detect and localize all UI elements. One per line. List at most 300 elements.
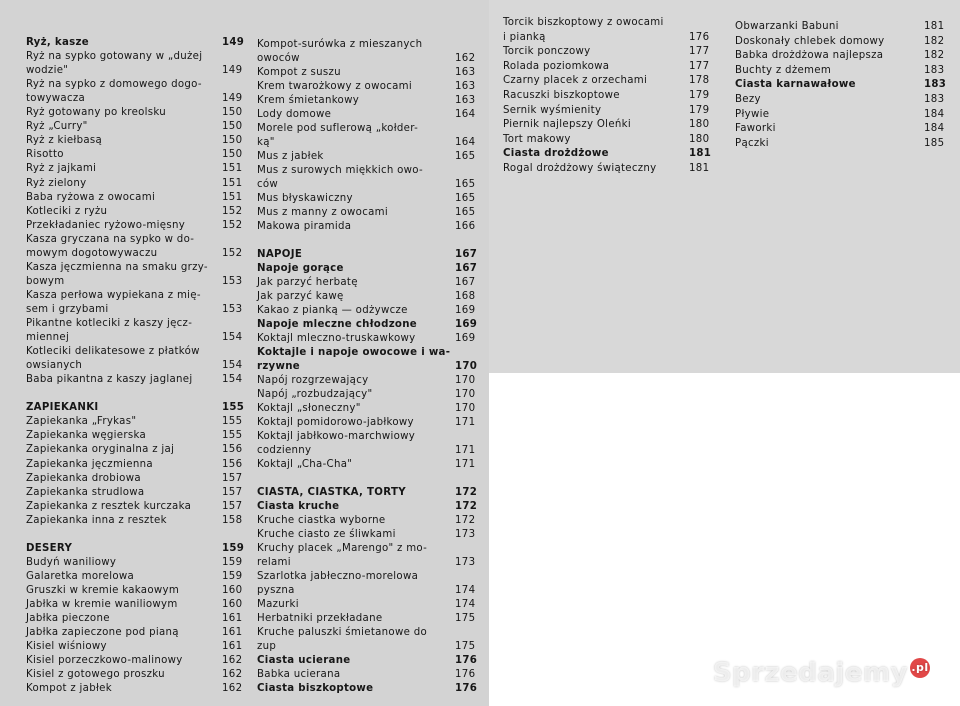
toc-entry	[257, 261, 478, 276]
toc-entry-title: Ryż na sypko z domowego dogo-	[26, 79, 202, 91]
toc-page-number: 153	[222, 275, 243, 287]
toc-entry-title: sem i grzybami	[26, 303, 109, 315]
toc-page-number: 172	[455, 501, 478, 512]
toc-entry	[26, 639, 241, 654]
toc-entry-title: i pianką	[503, 31, 546, 43]
toc-entry	[26, 161, 241, 176]
toc-page-number: 161	[222, 613, 243, 625]
toc-entry-title: bowym	[26, 275, 65, 287]
toc-page-number: 164	[455, 109, 476, 120]
toc-entry	[257, 275, 476, 290]
toc-entry-title: Koktajl mleczno-truskawkowy	[257, 333, 416, 344]
toc-page-number: 181	[924, 21, 945, 32]
toc-entry	[503, 103, 718, 118]
toc-entry	[26, 428, 241, 443]
toc-entry-title: Obwarzanki Babuni	[735, 21, 839, 32]
toc-page-number: 170	[455, 389, 476, 400]
toc-entry-title: NAPOJE	[257, 249, 303, 260]
toc-entry-title: Napój „rozbudzający"	[257, 389, 373, 400]
toc-page-number: 162	[222, 683, 243, 695]
toc-entry-title: Koktajl „Cha-Cha"	[257, 459, 353, 470]
toc-entry	[26, 133, 241, 148]
toc-entry-title: DESERY	[26, 542, 73, 554]
toc-page-number: 156	[222, 458, 243, 470]
toc-entry-title: Kasza perłowa wypiekana z mię-	[26, 289, 201, 301]
toc-entry-title: Kakao z pianką — odżywcze	[257, 305, 408, 316]
toc-entry-title: Zapiekanka oryginalna z jaj	[26, 444, 175, 456]
toc-entry-title: Sernik wyśmienity	[503, 104, 602, 116]
toc-entry-title: Zapiekanka inna z resztek	[26, 514, 167, 526]
toc-entry	[26, 274, 241, 289]
toc-entry	[503, 88, 718, 103]
toc-entry	[257, 681, 478, 696]
toc-entry	[26, 653, 241, 668]
toc-page-number: 161	[222, 627, 243, 639]
toc-entry-title: Mus błyskawiczny	[257, 193, 353, 204]
toc-entry-title: Kruchy placek „Marengo" z mo-	[257, 543, 428, 554]
toc-entry-title: Ciasta kruche	[257, 501, 340, 512]
toc-entry	[26, 147, 241, 162]
toc-page-number: 177	[689, 46, 710, 58]
toc-entry-title: Bezy	[735, 94, 761, 105]
toc-page-number: 161	[222, 641, 243, 653]
toc-page-number: 150	[222, 149, 243, 161]
toc-page-number: 174	[455, 599, 476, 610]
toc-page-number: 162	[455, 53, 476, 64]
toc-entry	[257, 401, 476, 416]
toc-entry-title: Ciasta ucierane	[257, 655, 351, 666]
toc-entry-title: Jabłka pieczone	[26, 613, 110, 625]
toc-entry-title: Kruche ciasto ze śliwkami	[257, 529, 396, 540]
toc-entry-title: Rolada poziomkowa	[503, 60, 610, 72]
toc-entry	[257, 653, 478, 668]
toc-page-number: 179	[689, 90, 710, 101]
toc-entry	[26, 625, 241, 640]
toc-entry	[257, 345, 472, 360]
toc-page-number: 176	[455, 683, 478, 694]
toc-entry-title: Napoje gorące	[257, 263, 344, 274]
toc-entry	[503, 117, 718, 132]
toc-entry-title: owoców	[257, 53, 300, 64]
toc-page-number: 169	[455, 319, 478, 330]
toc-entry	[257, 611, 476, 626]
toc-page-number: 159	[222, 542, 245, 554]
watermark-logo: Sprzedajemy .pl	[712, 658, 929, 688]
toc-page-number: 183	[924, 94, 945, 105]
toc-entry-title: owsianych	[26, 360, 83, 372]
toc-entry	[26, 583, 241, 598]
toc-entry-title: Kotleciki z ryżu	[26, 205, 108, 217]
toc-page-number: 152	[222, 205, 243, 217]
toc-entry	[257, 625, 472, 640]
toc-entry-title: Jabłka w kremie waniliowym	[26, 599, 178, 610]
toc-entry	[735, 34, 950, 49]
toc-entry	[26, 681, 241, 696]
toc-page-number: 159	[222, 570, 243, 582]
toc-page-number: 179	[689, 104, 710, 116]
toc-page-number: 171	[455, 459, 476, 470]
toc-page-number: 168	[455, 291, 476, 302]
toc-page-number: 165	[455, 179, 476, 190]
toc-entry	[257, 121, 472, 136]
toc-entry-title: Pikantne kotleciki z kaszy jęcz-	[26, 318, 193, 329]
toc-entry-title: mowym dogotowywaczu	[26, 247, 158, 259]
toc-entry	[26, 400, 245, 415]
toc-entry	[26, 35, 245, 50]
toc-entry	[26, 63, 241, 78]
toc-entry	[257, 443, 476, 458]
toc-page-number: 183	[924, 79, 947, 91]
toc-entry-title: towywacza	[26, 93, 86, 105]
toc-page-number: 181	[689, 148, 712, 160]
toc-page-number: 181	[689, 163, 710, 174]
toc-page-number: 170	[455, 361, 478, 372]
toc-entry-title: Herbatniki przekładane	[257, 613, 383, 624]
toc-page-number: 171	[455, 445, 476, 456]
toc-entry-title: Kisiel wiśniowy	[26, 641, 107, 653]
toc-entry	[26, 232, 241, 247]
toc-page-number: 165	[455, 193, 476, 204]
toc-entry	[257, 429, 472, 444]
toc-entry	[26, 316, 241, 331]
toc-entry	[735, 92, 950, 107]
toc-entry-title: Kasza gryczana na sypko w do-	[26, 233, 195, 245]
toc-page-number: 165	[455, 151, 476, 162]
toc-page-number: 184	[924, 108, 945, 120]
toc-entry	[257, 163, 472, 178]
toc-entry	[503, 15, 718, 30]
toc-entry-title: relami	[257, 557, 291, 568]
toc-page-number: 165	[455, 207, 476, 218]
toc-entry-title: ką"	[257, 137, 275, 148]
toc-entry-title: Ryż gotowany po kreolsku	[26, 107, 167, 119]
toc-entry	[257, 597, 476, 612]
toc-entry-title: Ryż z jajkami	[26, 163, 97, 175]
toc-entry	[257, 79, 476, 94]
toc-entry-title: Jak parzyć herbatę	[257, 277, 358, 288]
toc-entry-title: Pączki	[735, 137, 769, 149]
toc-entry-title: Kompot z suszu	[257, 67, 341, 78]
toc-entry-title: Napój rozgrzewający	[257, 375, 369, 386]
toc-entry-title: Kisiel z gotowego proszku	[26, 669, 165, 681]
toc-entry-title: wodzie"	[26, 65, 69, 77]
toc-entry-title: Pływie	[735, 108, 770, 120]
toc-entry-title: Mus z jabłek	[257, 151, 324, 162]
toc-entry-title: CIASTA, CIASTKA, TORTY	[257, 487, 406, 498]
toc-entry	[26, 667, 241, 682]
toc-entry-title: codzienny	[257, 445, 312, 456]
toc-entry	[735, 77, 950, 92]
toc-entry-title: rzywne	[257, 361, 300, 372]
toc-entry-title: Koktajl jabłkowo-marchwiowy	[257, 431, 416, 442]
watermark-dot-icon: .pl	[910, 658, 930, 678]
toc-entry	[257, 149, 476, 164]
toc-entry-title: Ciasta biszkoptowe	[257, 683, 374, 694]
toc-entry-title: Babka drożdżowa najlepsza	[735, 50, 884, 62]
toc-page-number: 177	[689, 60, 710, 72]
toc-entry	[257, 513, 476, 528]
toc-entry-title: Kompot-surówka z mieszanych	[257, 39, 423, 50]
toc-page-number: 180	[689, 119, 710, 131]
toc-entry	[257, 289, 476, 304]
toc-entry	[257, 317, 478, 332]
toc-entry	[26, 442, 241, 457]
toc-entry	[26, 190, 241, 205]
toc-entry	[257, 457, 476, 472]
toc-entry-title: Makowa piramida	[257, 221, 352, 232]
toc-entry	[26, 499, 241, 514]
toc-entry-title: Faworki	[735, 123, 776, 135]
toc-entry-title: Krem śmietankowy	[257, 95, 360, 106]
toc-page-number: 178	[689, 75, 710, 87]
toc-page-number: 164	[455, 137, 476, 148]
toc-page-number: 151	[222, 191, 243, 203]
toc-entry-title: zup	[257, 641, 277, 652]
toc-entry-title: Mus z manny z owocami	[257, 207, 389, 218]
toc-entry-title: Czarny placek z orzechami	[503, 75, 648, 87]
toc-entry-title: Baba ryżowa z owocami	[26, 191, 156, 203]
toc-entry-title: Koktajl „słoneczny"	[257, 403, 361, 414]
toc-entry	[257, 219, 476, 234]
toc-entry-title: Torcik biszkoptowy z owocami	[503, 17, 664, 28]
toc-page-number: 170	[455, 403, 476, 414]
toc-page-number: 169	[455, 305, 476, 316]
toc-page-number: 151	[222, 177, 243, 189]
toc-entry	[26, 105, 241, 120]
toc-page-number: 152	[222, 219, 243, 231]
toc-entry-title: Risotto	[26, 149, 64, 161]
toc-entry-title: pyszna	[257, 585, 295, 596]
toc-entry	[257, 639, 476, 654]
toc-entry	[26, 457, 241, 472]
toc-entry-title: Szarlotka jabłeczno-morelowa	[257, 571, 419, 582]
toc-entry	[257, 541, 472, 556]
toc-page-number: 154	[222, 332, 243, 344]
toc-page-number: 150	[222, 135, 243, 147]
toc-entry	[257, 415, 476, 430]
toc-entry	[26, 77, 241, 92]
toc-entry	[26, 569, 241, 584]
toc-entry	[257, 485, 478, 500]
toc-entry-title: Morele pod suflerową „kołder-	[257, 123, 419, 134]
toc-entry	[257, 135, 476, 150]
toc-entry	[503, 146, 718, 161]
toc-entry	[257, 65, 476, 80]
toc-entry	[257, 205, 476, 220]
toc-entry-title: Kasza jęczmienna na smaku grzy-	[26, 261, 208, 273]
toc-page-number: 162	[222, 655, 243, 667]
toc-entry	[257, 667, 476, 682]
right-page	[489, 0, 960, 373]
toc-entry-title: Kruche ciastka wyborne	[257, 515, 386, 526]
toc-page-number: 173	[455, 529, 476, 540]
toc-entry	[503, 161, 718, 176]
toc-entry-title: Przekładaniec ryżowo-mięsny	[26, 219, 186, 231]
toc-entry-title: Zapiekanka z resztek kurczaka	[26, 500, 192, 512]
toc-entry-title: Mus z surowych miękkich owo-	[257, 165, 424, 176]
toc-page-number: 163	[455, 95, 476, 106]
toc-entry	[26, 344, 241, 359]
toc-entry	[26, 246, 241, 261]
toc-entry	[26, 414, 241, 429]
toc-entry	[257, 107, 476, 122]
toc-page-number: 184	[924, 123, 945, 135]
toc-entry	[735, 48, 950, 63]
toc-page-number: 149	[222, 37, 245, 48]
toc-entry-title: Gruszki w kremie kakaowym	[26, 584, 180, 596]
toc-entry-title: Zapiekanka strudlowa	[26, 486, 145, 498]
toc-entry	[257, 331, 476, 346]
toc-entry-title: ZAPIEKANKI	[26, 402, 99, 414]
toc-entry-title: miennej	[26, 332, 70, 344]
toc-page-number: 150	[222, 121, 243, 133]
toc-page-number: 156	[222, 444, 243, 456]
toc-entry-title: Racuszki biszkoptowe	[503, 90, 620, 101]
toc-entry-title: Kisiel porzeczkowo-malinowy	[26, 655, 183, 667]
toc-entry	[735, 63, 950, 78]
toc-entry	[735, 19, 950, 34]
toc-entry	[26, 541, 245, 556]
toc-page-number: 160	[222, 584, 243, 596]
toc-entry-title: Budyń waniliowy	[26, 556, 117, 568]
toc-entry-title: Ryż z kiełbasą	[26, 135, 103, 147]
toc-entry	[503, 73, 718, 88]
toc-entry-title: Ryż „Curry"	[26, 121, 88, 133]
toc-page-number: 171	[455, 417, 476, 428]
toc-page-number: 162	[222, 669, 243, 681]
toc-page-number: 154	[222, 360, 243, 372]
toc-entry	[735, 136, 950, 151]
toc-entry	[257, 373, 476, 388]
toc-page-number: 155	[222, 430, 243, 442]
toc-entry-title: Tort makowy	[503, 133, 571, 145]
toc-page-number: 176	[455, 655, 478, 666]
toc-entry-title: Piernik najlepszy Oleńki	[503, 119, 631, 131]
toc-entry	[503, 59, 718, 74]
toc-entry	[257, 51, 476, 66]
toc-page-number: 182	[924, 50, 945, 62]
toc-entry	[26, 204, 241, 219]
toc-page-number: 176	[455, 669, 476, 680]
toc-entry	[26, 288, 241, 303]
toc-page-number: 160	[222, 599, 243, 610]
toc-entry	[257, 527, 476, 542]
toc-entry-title: Mazurki	[257, 599, 299, 610]
toc-entry	[26, 513, 241, 528]
toc-page-number: 154	[222, 374, 243, 386]
toc-entry-title: Zapiekanka „Frykas"	[26, 416, 137, 428]
toc-entry	[26, 330, 241, 345]
toc-page-number: 152	[222, 247, 243, 259]
toc-page-number: 180	[689, 133, 710, 145]
toc-entry-title: Ryż na sypko gotowany w „dużej	[26, 51, 203, 63]
toc-entry-title: Ryż zielony	[26, 177, 87, 189]
toc-page-number: 173	[455, 557, 476, 568]
toc-page-number: 151	[222, 163, 243, 175]
toc-entry-title: Kompot z jabłek	[26, 683, 112, 695]
toc-entry	[26, 555, 241, 570]
toc-entry	[257, 387, 476, 402]
toc-entry	[257, 247, 478, 262]
toc-entry	[257, 555, 476, 570]
toc-entry	[26, 597, 241, 612]
toc-page-number: 172	[455, 515, 476, 526]
toc-entry	[257, 93, 476, 108]
toc-entry-title: Rogal drożdżowy świąteczny	[503, 163, 657, 174]
toc-page-number: 155	[222, 416, 243, 428]
toc-page-number: 174	[455, 585, 476, 596]
toc-entry	[26, 485, 241, 500]
toc-entry-title: Buchty z dżemem	[735, 64, 832, 76]
toc-entry-title: Napoje mleczne chłodzone	[257, 319, 417, 330]
toc-entry-title: Ciasta karnawałowe	[735, 79, 856, 91]
toc-entry	[26, 176, 241, 191]
toc-entry	[26, 218, 241, 233]
toc-entry-title: Galaretka morelowa	[26, 570, 135, 582]
toc-entry	[257, 499, 478, 514]
toc-entry-title: Zapiekanka drobiowa	[26, 472, 141, 484]
toc-entry-title: Krem twarożkowy z owocami	[257, 81, 413, 92]
toc-page-number: 167	[455, 277, 476, 288]
toc-entry-title: Kotleciki delikatesowe z płatków	[26, 346, 200, 358]
toc-page-number: 163	[455, 67, 476, 78]
toc-entry	[257, 359, 478, 374]
toc-page-number: 185	[924, 137, 945, 149]
toc-entry	[257, 303, 476, 318]
toc-page-number: 149	[222, 93, 243, 105]
toc-entry-title: Ciasta drożdżowe	[503, 148, 609, 160]
toc-entry	[26, 49, 241, 64]
toc-page-number: 176	[689, 31, 710, 43]
toc-entry-title: Torcik ponczowy	[503, 46, 591, 58]
toc-entry-title: Zapiekanka jęczmienna	[26, 458, 153, 470]
toc-entry	[26, 119, 241, 134]
toc-entry	[503, 44, 718, 59]
toc-entry-title: Zapiekanka węgierska	[26, 430, 147, 442]
toc-entry	[735, 107, 950, 122]
toc-entry-title: Baba pikantna z kaszy jaglanej	[26, 374, 193, 386]
toc-entry	[257, 569, 472, 584]
toc-page-number: 167	[455, 249, 478, 260]
toc-page-number: 183	[924, 64, 945, 76]
toc-page-number: 155	[222, 402, 245, 414]
toc-page-number: 153	[222, 303, 243, 315]
toc-entry-title: Doskonały chlebek domowy	[735, 35, 885, 47]
toc-page-number: 150	[222, 107, 243, 119]
toc-page-number: 159	[222, 556, 243, 568]
toc-page-number: 163	[455, 81, 476, 92]
toc-entry	[26, 611, 241, 626]
toc-page-number: 157	[222, 472, 243, 484]
toc-entry-title: Koktajle i napoje owocowe i wa-	[257, 347, 451, 358]
toc-entry-title: Ryż, kasze	[26, 37, 89, 48]
toc-page-number: 158	[222, 514, 243, 526]
toc-entry	[257, 583, 476, 598]
toc-entry	[257, 177, 476, 192]
toc-entry	[735, 121, 950, 136]
toc-page-number: 157	[222, 486, 243, 498]
toc-page-number: 157	[222, 500, 243, 512]
toc-entry	[503, 30, 718, 45]
toc-entry	[26, 302, 241, 317]
toc-entry	[26, 260, 241, 275]
toc-entry-title: ców	[257, 179, 279, 190]
toc-entry	[503, 132, 718, 147]
toc-entry-title: Jak parzyć kawę	[257, 291, 344, 302]
toc-page-number: 167	[455, 263, 478, 274]
toc-page-number: 175	[455, 641, 476, 652]
toc-entry	[26, 358, 241, 373]
